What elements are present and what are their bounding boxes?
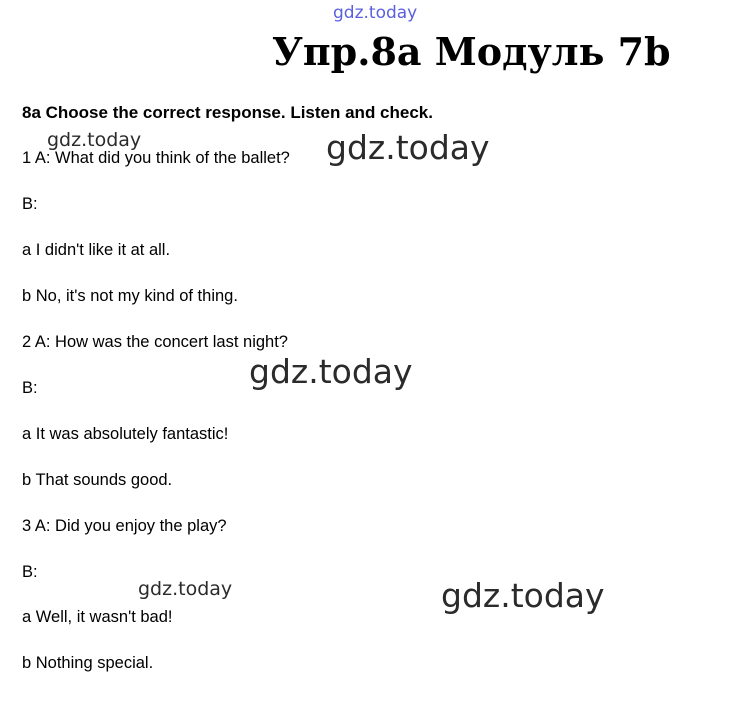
answer-slot-3: B:: [22, 563, 38, 581]
option-1b: b No, it's not my kind of thing.: [22, 287, 238, 305]
page-title: Упр.8а Модуль 7b: [272, 29, 671, 74]
watermark: gdz.today: [249, 352, 413, 391]
exercise-instruction: 8a Choose the correct response. Listen and check.: [22, 103, 433, 122]
watermark: gdz.today: [47, 129, 142, 151]
option-3b: b Nothing special.: [22, 654, 154, 672]
answer-slot-1: B:: [22, 195, 38, 213]
question-2: 2 A: How was the concert last night?: [22, 333, 288, 351]
option-1a: a I didn't like it at all.: [22, 241, 171, 259]
watermark: gdz.today: [333, 3, 418, 23]
question-3: 3 A: Did you enjoy the play?: [22, 517, 227, 535]
watermark: gdz.today: [441, 576, 605, 615]
watermark: gdz.today: [138, 578, 233, 600]
question-1: 1 A: What did you think of the ballet?: [22, 149, 290, 167]
watermark: gdz.today: [326, 128, 490, 167]
option-3a: a Well, it wasn't bad!: [22, 608, 173, 626]
option-2b: b That sounds good.: [22, 471, 173, 489]
option-2a: a It was absolutely fantastic!: [22, 425, 229, 443]
answer-slot-2: B:: [22, 379, 38, 397]
